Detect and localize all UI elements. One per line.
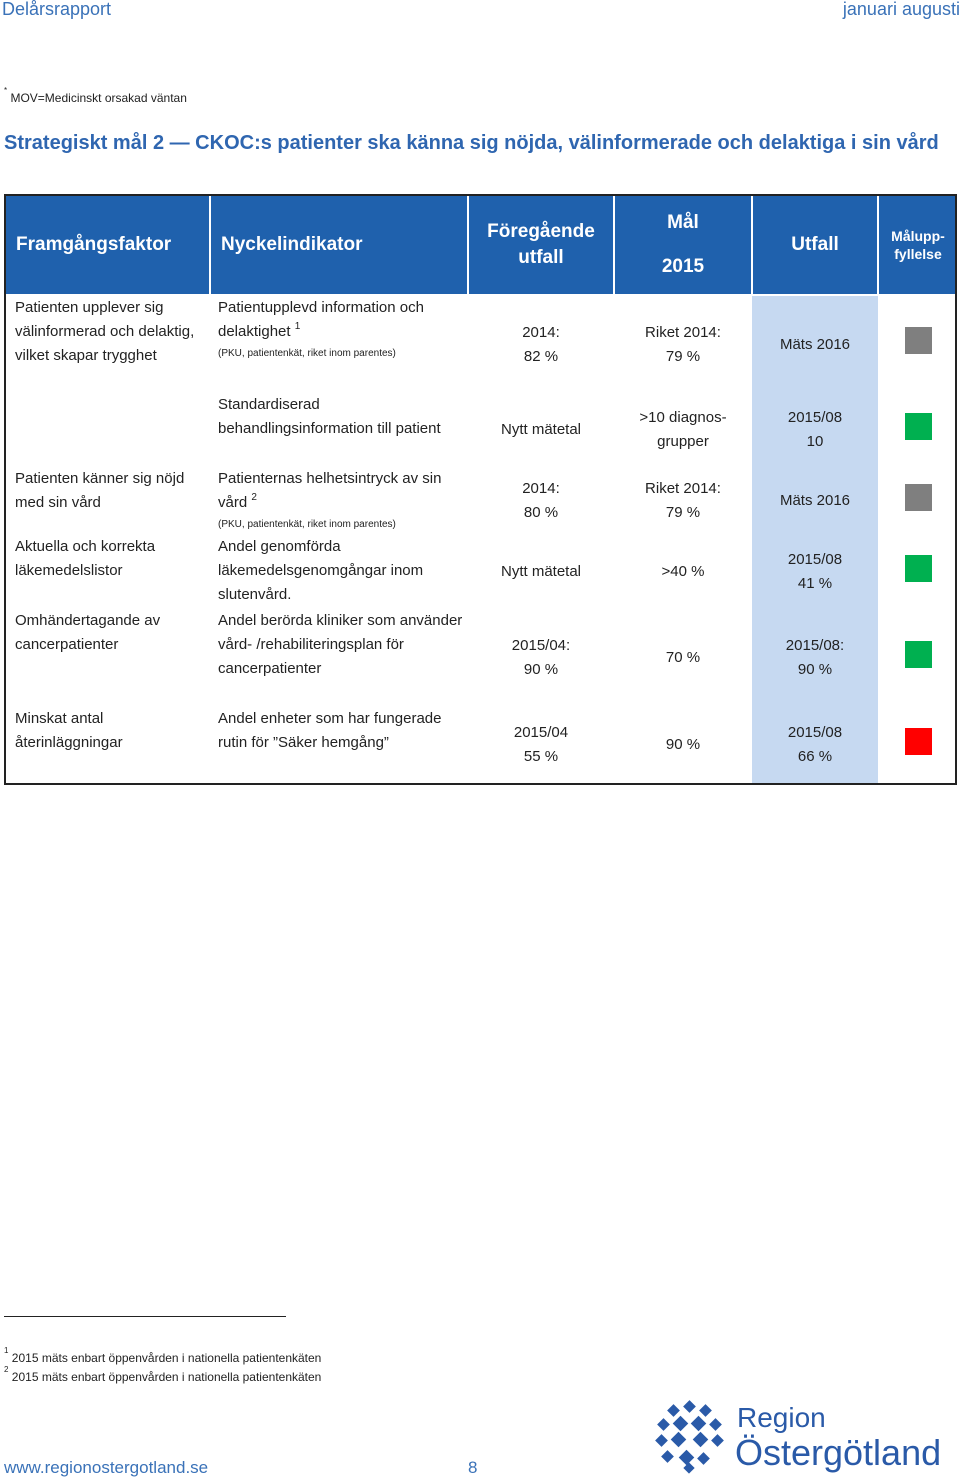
cell-goal-line1: >40 %	[661, 563, 705, 580]
header-prev-line2: utfall	[518, 247, 564, 268]
cell-previous-outcome-line2: 80 %	[523, 504, 559, 521]
indicator-footnote-ref: 1	[294, 321, 301, 332]
cell-previous-outcome-line1: 2014:	[522, 323, 560, 341]
cell-outcome-line1: Mäts 2016	[779, 335, 851, 353]
note-mark: *	[4, 86, 8, 95]
cell-outcome	[752, 609, 878, 707]
cell-outcome	[752, 467, 878, 535]
footnote-2	[4, 1365, 322, 1384]
header-goal-line1: Mål	[667, 212, 699, 233]
cell-previous-outcome-line2: 90 %	[523, 661, 559, 678]
cell-fulfilment	[878, 535, 958, 609]
cell-factor: Aktuella och korrekta läkemedelslistor	[15, 538, 156, 579]
logo-text-region: Region	[737, 1402, 826, 1433]
footnote-1	[4, 1346, 322, 1365]
cell-outcome-line1: Mäts 2016	[779, 492, 851, 509]
table-header	[5, 195, 958, 295]
indicator-text: Andel enheter som har fungerade rutin för ”Säker hemgång”	[218, 710, 442, 751]
cell-outcome-line2: 10	[806, 433, 824, 450]
note-text: MOV=Medicinskt orsakad väntan	[10, 91, 187, 105]
cell-previous-outcome-line1: Nytt mätetal	[500, 421, 582, 438]
header-fulfil-line2: fyllelse	[894, 246, 942, 262]
header-factor: Framgångsfaktor	[5, 195, 210, 295]
cell-fulfilment	[878, 707, 958, 783]
table-row	[5, 393, 958, 467]
region-logo	[655, 1398, 955, 1478]
cell-goal	[614, 295, 752, 393]
cell-fulfilment	[878, 609, 958, 707]
cell-goal	[614, 609, 752, 707]
footnote-1-num: 1	[4, 1346, 9, 1355]
header-goal	[614, 195, 752, 295]
cell-factor: Minskat antal återinläggningar	[15, 710, 123, 751]
cell-previous-outcome	[468, 393, 614, 467]
status-red-square	[905, 728, 932, 755]
cell-previous-outcome-line1: 2015/04	[513, 724, 569, 741]
cell-goal-line1: >10 diagnos-	[639, 409, 727, 426]
cell-goal-line2: 79 %	[665, 347, 701, 365]
footnote-2-text: 2015 mäts enbart öppenvården i nationella patientenkäten	[11, 1370, 322, 1384]
cell-previous-outcome	[468, 535, 614, 609]
cell-goal	[614, 393, 752, 467]
cell-outcome	[752, 535, 878, 609]
cell-outcome	[752, 295, 878, 393]
abbreviation-note	[4, 86, 187, 105]
header-prev-line1: Föregående	[487, 221, 595, 242]
status-green-square	[905, 555, 932, 582]
cell-outcome-line2: 41 %	[797, 575, 833, 592]
cell-goal-line1: 90 %	[665, 736, 701, 753]
indicator-text: Andel berörda kliniker som använder vård- /rehabiliteringsplan för cancerpatienter	[218, 612, 463, 677]
cell-factor	[5, 393, 210, 467]
cell-previous-outcome	[468, 707, 614, 783]
indicator-note: (PKU, patientenkät, riket inom parentes)	[218, 348, 396, 359]
indicator-text: Andel genomförda läkemedelsgenomgångar inom slutenvård.	[218, 538, 424, 603]
cell-outcome	[752, 393, 878, 467]
region-logo-icon	[655, 1398, 731, 1474]
table-row	[5, 295, 958, 393]
cell-previous-outcome-line2: 82 %	[523, 347, 559, 365]
cell-previous-outcome-line2: 55 %	[523, 748, 559, 765]
cell-previous-outcome	[468, 609, 614, 707]
cell-goal-line2: grupper	[657, 433, 709, 450]
cell-outcome-line2: 90 %	[797, 661, 833, 678]
status-gray-square	[905, 327, 932, 354]
table-row	[5, 467, 958, 535]
cell-factor: Omhändertagande av cancerpatienter	[15, 612, 161, 653]
cell-previous-outcome-line1: 2015/04:	[511, 637, 571, 654]
table-row	[5, 535, 958, 609]
indicator-text: Patientupplevd information och delaktighet	[218, 299, 424, 340]
page-number: 8	[468, 1458, 478, 1477]
logo-text-ostergotland: Östergötland	[735, 1432, 942, 1473]
footnote-divider	[4, 1316, 286, 1317]
cell-outcome-line1: 2015/08	[787, 724, 843, 741]
status-green-square	[905, 413, 932, 440]
cell-indicator	[210, 393, 468, 467]
cell-goal	[614, 707, 752, 783]
cell-factor: Patienten upplever sig välinformerad och delaktig, vilket skapar trygghet	[15, 299, 195, 364]
cell-outcome-line1: 2015/08	[787, 409, 843, 426]
cell-factor: Patienten känner sig nöjd med sin vård	[15, 470, 185, 511]
kpi-table	[4, 194, 959, 783]
cell-fulfilment	[878, 393, 958, 467]
cell-previous-outcome-line1: Nytt mätetal	[500, 563, 582, 580]
cell-indicator	[210, 707, 468, 783]
cell-outcome-line1: 2015/08	[787, 551, 843, 568]
cell-goal-line1: Riket 2014:	[645, 323, 721, 341]
footnote-1-text: 2015 mäts enbart öppenvården i nationella patientenkäten	[11, 1351, 322, 1365]
header-key: Nyckelindikator	[210, 195, 468, 295]
cell-indicator	[210, 295, 468, 393]
status-gray-square	[905, 484, 932, 511]
cell-previous-outcome	[468, 295, 614, 393]
cell-goal-line1: 70 %	[665, 649, 701, 666]
cell-fulfilment	[878, 467, 958, 535]
header-outcome: Utfall	[752, 195, 878, 295]
table-row	[5, 707, 958, 783]
header-fulfilment	[878, 195, 958, 295]
cell-outcome-line2: 66 %	[797, 748, 833, 765]
table-row	[5, 609, 958, 707]
cell-indicator	[210, 609, 468, 707]
status-green-square	[905, 641, 932, 668]
cell-previous-outcome-line1: 2014:	[522, 480, 560, 497]
cell-outcome	[752, 707, 878, 783]
cell-outcome-line1: 2015/08:	[785, 637, 845, 654]
indicator-text: Standardiserad behandlingsinformation till patient	[218, 396, 441, 437]
cell-goal-line1: Riket 2014:	[645, 480, 721, 497]
indicator-footnote-ref: 2	[251, 492, 257, 503]
cell-goal-line2: 79 %	[665, 504, 701, 521]
section-title: Strategiskt mål 2 — CKOC:s patienter ska känna sig nöjda, välinformerade och delaktiga i sin vård	[4, 132, 939, 154]
footnote-2-num: 2	[4, 1365, 9, 1374]
report-period: januari augusti	[842, 0, 960, 19]
cell-indicator	[210, 535, 468, 609]
cell-goal	[614, 535, 752, 609]
header-fulfil-line1: Målupp-	[891, 228, 945, 244]
report-title: Delårsrapport	[2, 0, 112, 19]
cell-previous-outcome	[468, 467, 614, 535]
indicator-note: (PKU, patientenkät, riket inom parentes)	[218, 519, 396, 530]
indicator-text: Patienternas helhetsintryck av sin vård	[218, 470, 442, 511]
footer-url[interactable]: www.regionostergotland.se	[4, 1458, 209, 1477]
cell-fulfilment	[878, 295, 958, 393]
header-goal-line2: 2015	[661, 256, 705, 277]
cell-indicator	[210, 467, 468, 535]
header-prev	[468, 195, 614, 295]
cell-goal	[614, 467, 752, 535]
